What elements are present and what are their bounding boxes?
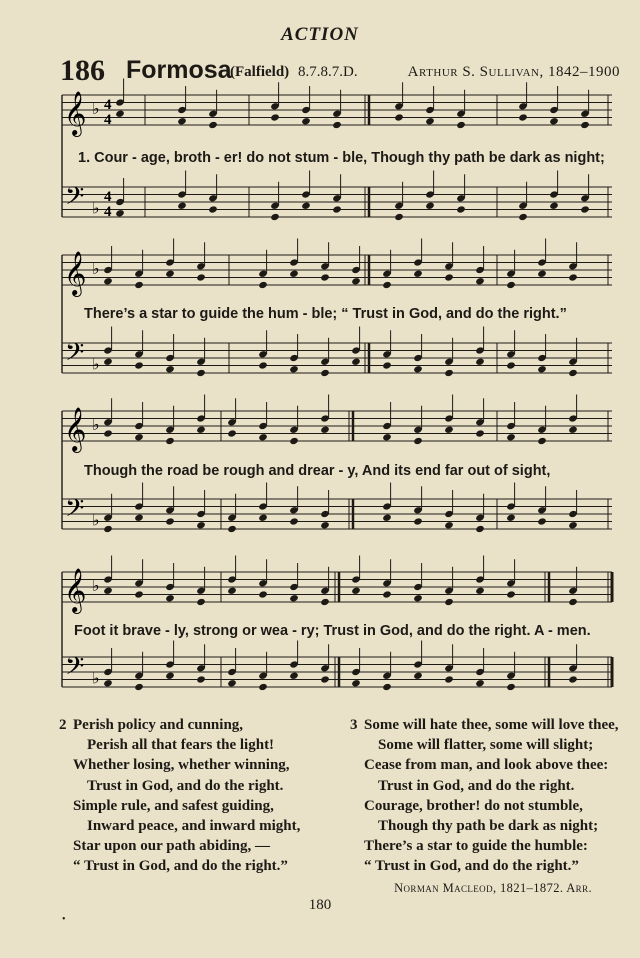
note-head xyxy=(258,281,268,289)
alt-tune-name: (Falfield) xyxy=(230,64,290,80)
time-signature-bottom: 4 xyxy=(104,204,112,220)
note-head xyxy=(382,514,392,522)
note-head xyxy=(444,369,454,377)
note-head xyxy=(196,369,206,377)
note-head xyxy=(258,590,268,598)
note-head xyxy=(258,683,268,691)
note-head xyxy=(115,110,125,118)
verse-line: There’s a star to guide the humble: xyxy=(364,838,588,855)
note-head xyxy=(258,514,268,522)
note-head xyxy=(227,679,237,687)
note-head xyxy=(475,525,485,533)
verse-line: “ Trust in God, and do the right.” xyxy=(364,858,579,875)
note-head xyxy=(196,598,206,606)
note-head xyxy=(165,594,175,602)
section-title: ACTION xyxy=(281,24,359,45)
verse-line: Perish policy and cunning, xyxy=(73,717,244,733)
note-head xyxy=(134,433,144,441)
note-head xyxy=(103,587,113,595)
note-head xyxy=(134,361,144,369)
note-head xyxy=(177,202,187,210)
note-head xyxy=(382,361,392,369)
verse-line: Whether losing, whether winning, xyxy=(73,757,290,774)
note-head xyxy=(134,683,144,691)
note-head xyxy=(134,514,144,522)
note-head xyxy=(506,514,516,522)
bass-clef-icon: 𝄢 xyxy=(65,652,85,687)
verse-number: 3 xyxy=(350,717,358,733)
treble-clef-icon: 𝄞 xyxy=(64,407,87,451)
lyric-line-2: There’s a star to guide the hum - ble; “ Trust in God, and do the right.” xyxy=(84,306,567,322)
note-head xyxy=(456,205,466,213)
note-head xyxy=(134,590,144,598)
note-head xyxy=(425,202,435,210)
note-head xyxy=(103,679,113,687)
note-head xyxy=(165,437,175,445)
lyric-line-4: Foot it brave - ly, strong or wea - ry; Trust in God, and do the right. A - men. xyxy=(74,623,591,639)
verse-line: Perish all that fears the light! xyxy=(87,737,275,754)
note-head xyxy=(289,270,299,278)
treble-clef-icon: 𝄞 xyxy=(64,91,87,135)
note-head xyxy=(103,525,113,533)
note-head xyxy=(196,521,206,529)
note-head xyxy=(103,277,113,285)
note-head xyxy=(320,369,330,377)
note-head xyxy=(518,113,528,121)
note-head xyxy=(382,281,392,289)
note-head xyxy=(444,598,454,606)
note-head xyxy=(537,365,547,373)
flat-icon: ♭ xyxy=(92,668,100,688)
note-head xyxy=(270,213,280,221)
flat-icon: ♭ xyxy=(92,576,100,595)
verse-line: Some will flatter, some will slight; xyxy=(378,737,594,754)
note-head xyxy=(301,117,311,125)
verse-line: Star upon our path abiding, — xyxy=(73,838,271,855)
note-head xyxy=(165,517,175,525)
note-head xyxy=(332,205,342,213)
note-head xyxy=(549,117,559,125)
note-head xyxy=(165,270,175,278)
note-head xyxy=(506,590,516,598)
note-head xyxy=(444,426,454,434)
note-head xyxy=(413,594,423,602)
note-head xyxy=(444,273,454,281)
note-head xyxy=(475,358,485,366)
verse-line: Courage, brother! do not stumble, xyxy=(364,797,583,814)
note-head xyxy=(444,675,454,683)
note-head xyxy=(549,202,559,210)
composer-credit: Arthur S. Sullivan, 1842–1900 xyxy=(407,64,620,80)
note-head xyxy=(568,521,578,529)
note-head xyxy=(115,209,125,217)
verse-line: Cease from man, and look above thee: xyxy=(364,757,609,774)
note-head xyxy=(103,429,113,437)
note-head xyxy=(165,672,175,680)
bass-clef-icon: 𝄢 xyxy=(65,338,85,373)
note-head xyxy=(208,121,218,129)
note-head xyxy=(289,437,299,445)
note-head xyxy=(580,121,590,129)
flat-icon: ♭ xyxy=(92,415,100,434)
note-head xyxy=(289,594,299,602)
verse-line: Simple rule, and safest guiding, xyxy=(73,797,274,814)
time-signature-top: 4 xyxy=(104,189,112,205)
lyric-line-3: Though the road be rough and drear - y, And its end far out of sight, xyxy=(84,463,551,479)
note-head xyxy=(568,273,578,281)
flat-icon: ♭ xyxy=(92,198,100,218)
flat-icon: ♭ xyxy=(92,354,100,374)
note-head xyxy=(394,213,404,221)
note-head xyxy=(258,361,268,369)
note-head xyxy=(537,270,547,278)
note-head xyxy=(537,517,547,525)
note-head xyxy=(537,437,547,445)
verse-3 xyxy=(350,717,619,879)
note-head xyxy=(475,587,485,595)
note-head xyxy=(270,113,280,121)
note-head xyxy=(456,121,466,129)
note-head xyxy=(475,277,485,285)
lyric-line-1: 1. Cour - age, broth - er! do not stum - ble, Though thy path be dark as night; xyxy=(78,150,605,166)
note-head xyxy=(332,121,342,129)
tune-name: Formosa xyxy=(126,56,232,84)
note-head xyxy=(351,358,361,366)
note-head xyxy=(444,521,454,529)
note-head xyxy=(165,365,175,373)
corner-mark: • xyxy=(62,914,66,925)
note-head xyxy=(425,117,435,125)
hymn-number: 186 xyxy=(60,54,105,87)
note-head xyxy=(320,273,330,281)
note-head xyxy=(413,672,423,680)
note-head xyxy=(196,675,206,683)
note-head xyxy=(506,683,516,691)
note-head xyxy=(475,429,485,437)
verse-line: Inward peace, and inward might, xyxy=(87,817,301,834)
note-head xyxy=(413,517,423,525)
verse-line: Though thy path be dark as night; xyxy=(378,817,599,834)
note-head xyxy=(320,521,330,529)
author-credit: Norman Macleod, 1821–1872. Arr. xyxy=(394,881,592,895)
note-head xyxy=(568,598,578,606)
flat-icon: ♭ xyxy=(92,99,100,118)
note-head xyxy=(506,433,516,441)
note-head xyxy=(413,365,423,373)
note-head xyxy=(289,365,299,373)
verse-line: Trust in God, and do the right. xyxy=(87,777,284,794)
note-head xyxy=(518,213,528,221)
note-head xyxy=(394,113,404,121)
note-head xyxy=(382,590,392,598)
note-head xyxy=(301,202,311,210)
note-head xyxy=(227,525,237,533)
note-head xyxy=(103,358,113,366)
flat-icon: ♭ xyxy=(92,510,100,530)
note-head xyxy=(351,587,361,595)
note-head xyxy=(320,426,330,434)
verse-line: “ Trust in God, and do the right.” xyxy=(73,858,288,875)
note-head xyxy=(382,433,392,441)
note-head xyxy=(196,426,206,434)
note-head xyxy=(289,672,299,680)
bass-clef-icon: 𝄢 xyxy=(65,494,85,529)
note-head xyxy=(351,277,361,285)
note-head xyxy=(506,361,516,369)
note-head xyxy=(258,433,268,441)
page-number: 180 xyxy=(308,897,332,913)
note-head xyxy=(568,369,578,377)
treble-clef-icon: 𝄞 xyxy=(64,251,87,295)
note-head xyxy=(568,675,578,683)
treble-clef-icon: 𝄞 xyxy=(64,568,87,612)
note-head xyxy=(475,679,485,687)
note-head xyxy=(227,587,237,595)
note-head xyxy=(580,205,590,213)
note-head xyxy=(134,281,144,289)
note-head xyxy=(506,281,516,289)
bass-clef-icon: 𝄢 xyxy=(65,182,85,217)
note-head xyxy=(289,517,299,525)
note-head xyxy=(227,429,237,437)
time-signature-bottom: 4 xyxy=(104,112,112,128)
flat-icon: ♭ xyxy=(92,259,100,278)
note-head xyxy=(196,273,206,281)
time-signature-top: 4 xyxy=(104,97,112,113)
note-head xyxy=(208,205,218,213)
note-head xyxy=(382,683,392,691)
note-head xyxy=(320,675,330,683)
note-head xyxy=(413,437,423,445)
note-head xyxy=(320,598,330,606)
verse-line: Trust in God, and do the right. xyxy=(378,777,575,794)
note-head xyxy=(351,679,361,687)
verse-line: Some will hate thee, some will love thee, xyxy=(364,717,619,733)
note-head xyxy=(568,426,578,434)
verse-2 xyxy=(59,717,301,879)
meter: 8.7.8.7.D. xyxy=(298,64,358,80)
note-head xyxy=(413,270,423,278)
note-head xyxy=(177,117,187,125)
verse-number: 2 xyxy=(59,717,67,733)
